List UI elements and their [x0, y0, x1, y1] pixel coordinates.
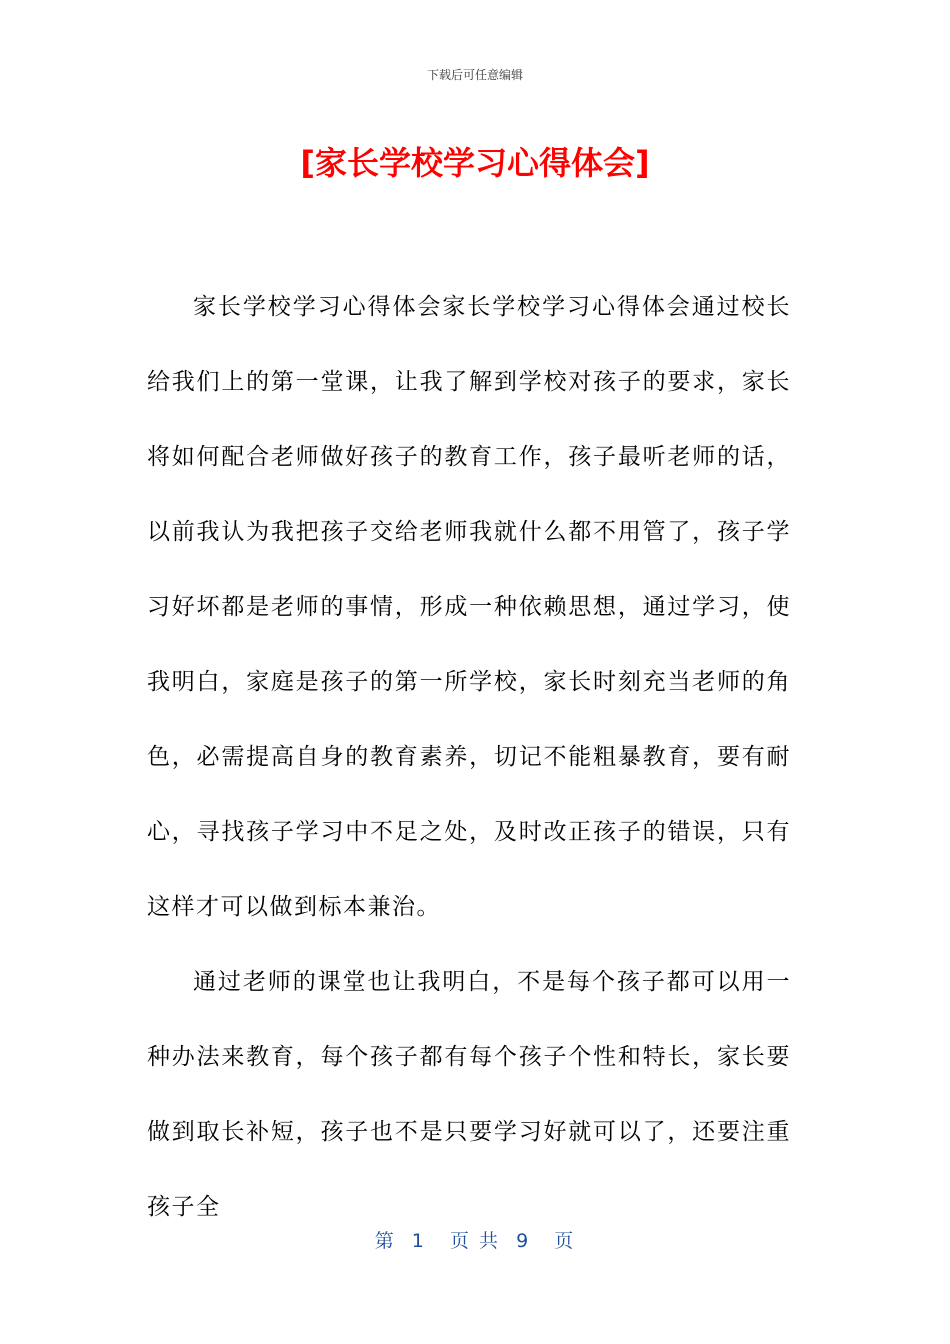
paragraph-2: 通过老师的课堂也让我明白，不是每个孩子都可以用一种办法来教育，每个孩子都有每个孩子个性和特长，家长要做到取长补短，孩子也不是只要学习好就可以了，还要注重孩子全: [147, 969, 791, 1220]
document-title: [家长学校学习心得体会]: [300, 144, 650, 182]
paragraph-1: 家长学校学习心得体会家长学校学习心得体会通过校长给我们上的第一堂课，让我了解到学校对孩子的要求，家长将如何配合老师做好孩子的教育工作，孩子最听老师的话，以前我认为我把孩子交给老师我就什么都不用管了，孩子学习好坏都是老师的事情，形成一种依赖思想，通过学习，使我明白，家庭是孩子的第一所学校，家长时刻充当老师的角色，必需提高自身的教育素养，切记不能粗暴教育，要有耐心，寻找孩子学习中不足之处，及时改正孩子的错误，只有这样才可以做到标本兼治。: [147, 294, 791, 920]
header-note: 下载后可任意编辑: [426, 68, 523, 82]
document-body: [147, 270, 791, 1245]
page-number-footer: 第 1 页 共 9 页: [374, 1230, 576, 1252]
